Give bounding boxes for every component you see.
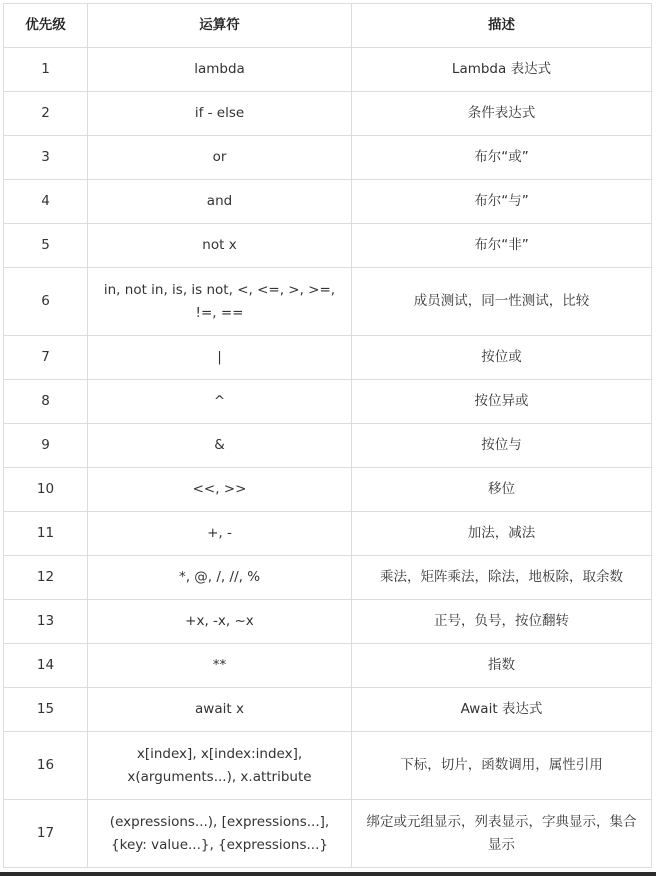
priority-cell: 6 xyxy=(4,268,88,336)
description-cell: 布尔“与” xyxy=(352,180,652,224)
table-row xyxy=(4,512,652,556)
description-cell: 条件表达式 xyxy=(352,92,652,136)
operator-cell: in, not in, is, is not, <, <=, >, >=, !=, == xyxy=(88,268,352,336)
priority-cell: 13 xyxy=(4,600,88,644)
priority-cell: 3 xyxy=(4,136,88,180)
operator-precedence-table xyxy=(3,3,652,868)
operator-cell: | xyxy=(88,336,352,380)
description-cell: Await 表达式 xyxy=(352,688,652,732)
header-operator: 运算符 xyxy=(88,4,352,48)
table-row xyxy=(4,732,652,800)
table-row xyxy=(4,92,652,136)
table-row xyxy=(4,48,652,92)
table-row xyxy=(4,800,652,868)
header-description: 描述 xyxy=(352,4,652,48)
priority-cell: 10 xyxy=(4,468,88,512)
description-cell: 按位异或 xyxy=(352,380,652,424)
priority-cell: 12 xyxy=(4,556,88,600)
description-cell: Lambda 表达式 xyxy=(352,48,652,92)
operator-cell: x[index], x[index:index], x(arguments...), x.attribute xyxy=(88,732,352,800)
description-cell: 正号，负号，按位翻转 xyxy=(352,600,652,644)
operator-cell: *, @, /, //, % xyxy=(88,556,352,600)
description-cell: 下标，切片，函数调用，属性引用 xyxy=(352,732,652,800)
description-cell: 按位与 xyxy=(352,424,652,468)
table-row xyxy=(4,424,652,468)
table-row xyxy=(4,600,652,644)
table-row xyxy=(4,336,652,380)
priority-cell: 5 xyxy=(4,224,88,268)
priority-cell: 8 xyxy=(4,380,88,424)
operator-cell: if - else xyxy=(88,92,352,136)
priority-cell: 17 xyxy=(4,800,88,868)
priority-cell: 15 xyxy=(4,688,88,732)
description-cell: 绑定或元组显示，列表显示，字典显示，集合显示 xyxy=(352,800,652,868)
description-cell: 按位或 xyxy=(352,336,652,380)
priority-cell: 14 xyxy=(4,644,88,688)
table-row xyxy=(4,556,652,600)
operator-cell: or xyxy=(88,136,352,180)
table-row xyxy=(4,180,652,224)
bottom-border-divider xyxy=(0,872,656,876)
operator-cell: (expressions...), [expressions...], {key: value...}, {expressions...} xyxy=(88,800,352,868)
table-row xyxy=(4,644,652,688)
table-header xyxy=(4,4,652,48)
operator-cell: await x xyxy=(88,688,352,732)
description-cell: 成员测试，同一性测试，比较 xyxy=(352,268,652,336)
operator-cell: ** xyxy=(88,644,352,688)
header-priority: 优先级 xyxy=(4,4,88,48)
description-cell: 布尔“或” xyxy=(352,136,652,180)
table-row xyxy=(4,468,652,512)
description-cell: 指数 xyxy=(352,644,652,688)
priority-cell: 16 xyxy=(4,732,88,800)
table-row xyxy=(4,268,652,336)
description-cell: 乘法，矩阵乘法，除法，地板除，取余数 xyxy=(352,556,652,600)
description-cell: 加法，减法 xyxy=(352,512,652,556)
table-row xyxy=(4,380,652,424)
operator-cell: and xyxy=(88,180,352,224)
header-row xyxy=(4,4,652,48)
table-row xyxy=(4,224,652,268)
operator-cell: +, - xyxy=(88,512,352,556)
operator-cell: +x, -x, ~x xyxy=(88,600,352,644)
operator-cell: & xyxy=(88,424,352,468)
priority-cell: 11 xyxy=(4,512,88,556)
table-body xyxy=(4,48,652,868)
description-cell: 布尔“非” xyxy=(352,224,652,268)
priority-cell: 4 xyxy=(4,180,88,224)
operator-cell: lambda xyxy=(88,48,352,92)
description-cell: 移位 xyxy=(352,468,652,512)
operator-cell: not x xyxy=(88,224,352,268)
priority-cell: 2 xyxy=(4,92,88,136)
table-row xyxy=(4,688,652,732)
priority-cell: 7 xyxy=(4,336,88,380)
table-row xyxy=(4,136,652,180)
priority-cell: 9 xyxy=(4,424,88,468)
operator-cell: <<, >> xyxy=(88,468,352,512)
priority-cell: 1 xyxy=(4,48,88,92)
operator-cell: ^ xyxy=(88,380,352,424)
